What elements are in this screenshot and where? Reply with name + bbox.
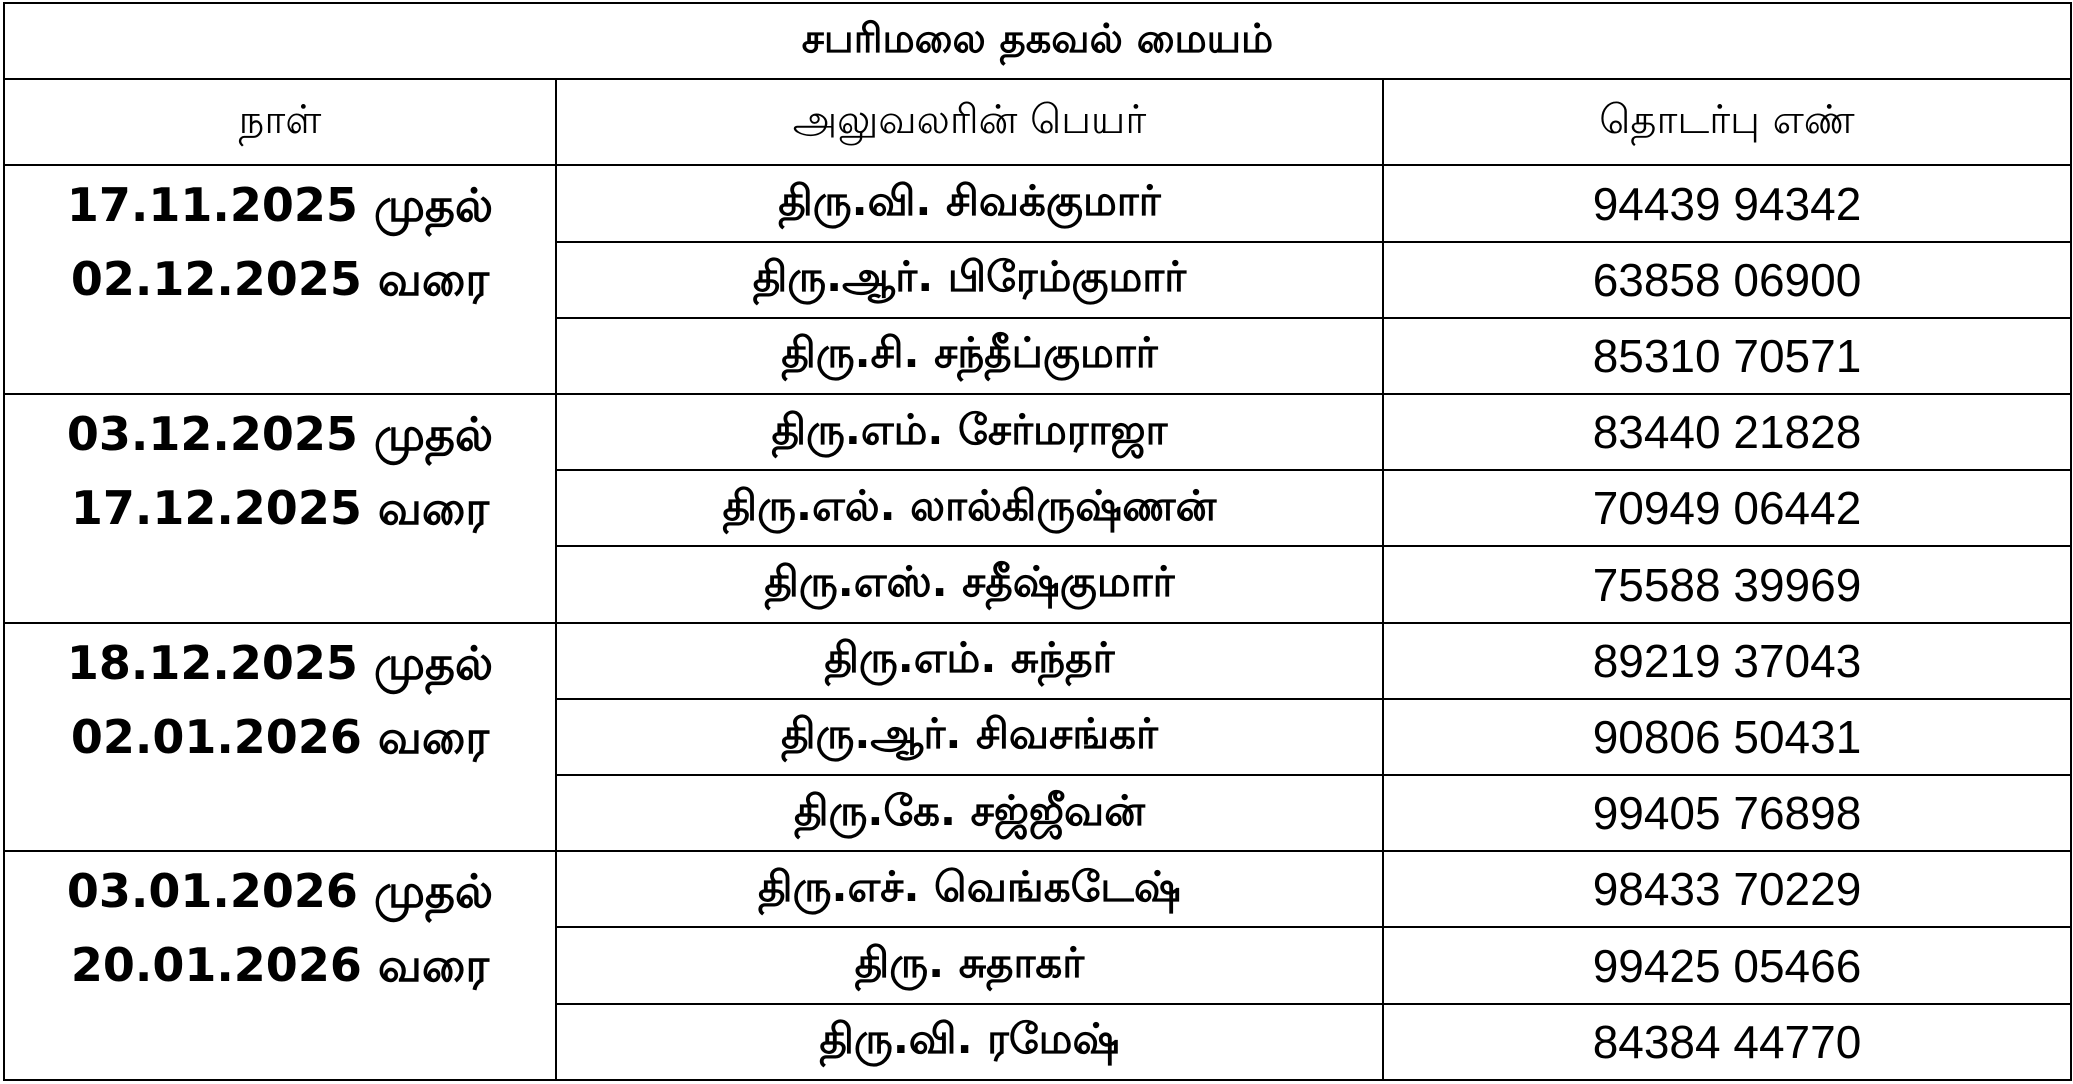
date-range-cell (4, 394, 556, 623)
header-row (4, 79, 2071, 165)
date-range-cell (4, 851, 556, 1080)
officer-phone: 99425 05466 (1383, 927, 2071, 1003)
table-row (4, 623, 2071, 699)
officer-name: திரு.எச். வெங்கடேஷ் (556, 851, 1383, 927)
officer-name: திரு.எல். லால்கிருஷ்ணன் (556, 470, 1383, 546)
table-row (4, 394, 2071, 470)
table-row (4, 165, 2071, 241)
officer-phone: 99405 76898 (1383, 775, 2071, 851)
column-header-name: அலுவலரின் பெயர் (556, 79, 1383, 165)
date-to: 02.12.2025 வரை (70, 252, 490, 307)
officer-phone: 90806 50431 (1383, 699, 2071, 775)
date-from: 18.12.2025 முதல் (66, 635, 494, 690)
officer-name: திரு.எஸ். சதீஷ்குமார் (556, 546, 1383, 622)
date-range-cell (4, 165, 556, 394)
date-to: 17.12.2025 வரை (70, 481, 490, 536)
officer-phone: 70949 06442 (1383, 470, 2071, 546)
title-row (4, 3, 2071, 79)
officer-name: திரு.ஆர். பிரேம்குமார் (556, 242, 1383, 318)
officer-phone: 83440 21828 (1383, 394, 2071, 470)
officer-name: திரு.வி. சிவக்குமார் (556, 165, 1383, 241)
officer-phone: 63858 06900 (1383, 242, 2071, 318)
table-title: சபரிமலை தகவல் மையம் (4, 3, 2071, 79)
date-from: 03.12.2025 முதல் (66, 407, 494, 462)
officer-name: திரு.ஆர். சிவசங்கர் (556, 699, 1383, 775)
officer-phone: 75588 39969 (1383, 546, 2071, 622)
column-header-date: நாள் (4, 79, 556, 165)
date-range-cell (4, 623, 556, 852)
date-to: 20.01.2026 வரை (70, 938, 490, 993)
date-to: 02.01.2026 வரை (70, 709, 490, 764)
officer-phone: 89219 37043 (1383, 623, 2071, 699)
sabarimala-info-table (3, 2, 2072, 1081)
officer-name: திரு. சுதாகர் (556, 927, 1383, 1003)
officer-name: திரு.எம். சேர்மராஜா (556, 394, 1383, 470)
officer-name: திரு.எம். சுந்தர் (556, 623, 1383, 699)
officer-phone: 98433 70229 (1383, 851, 2071, 927)
column-header-phone: தொடர்பு எண் (1383, 79, 2071, 165)
officer-phone: 85310 70571 (1383, 318, 2071, 394)
officer-name: திரு.சி. சந்தீப்குமார் (556, 318, 1383, 394)
date-from: 03.01.2026 முதல் (66, 864, 494, 919)
officer-phone: 94439 94342 (1383, 165, 2071, 241)
officer-name: திரு.கே. சஜ்ஜீவன் (556, 775, 1383, 851)
officer-phone: 84384 44770 (1383, 1004, 2071, 1080)
officer-name: திரு.வி. ரமேஷ் (556, 1004, 1383, 1080)
table-row (4, 851, 2071, 927)
date-from: 17.11.2025 முதல் (66, 178, 494, 233)
